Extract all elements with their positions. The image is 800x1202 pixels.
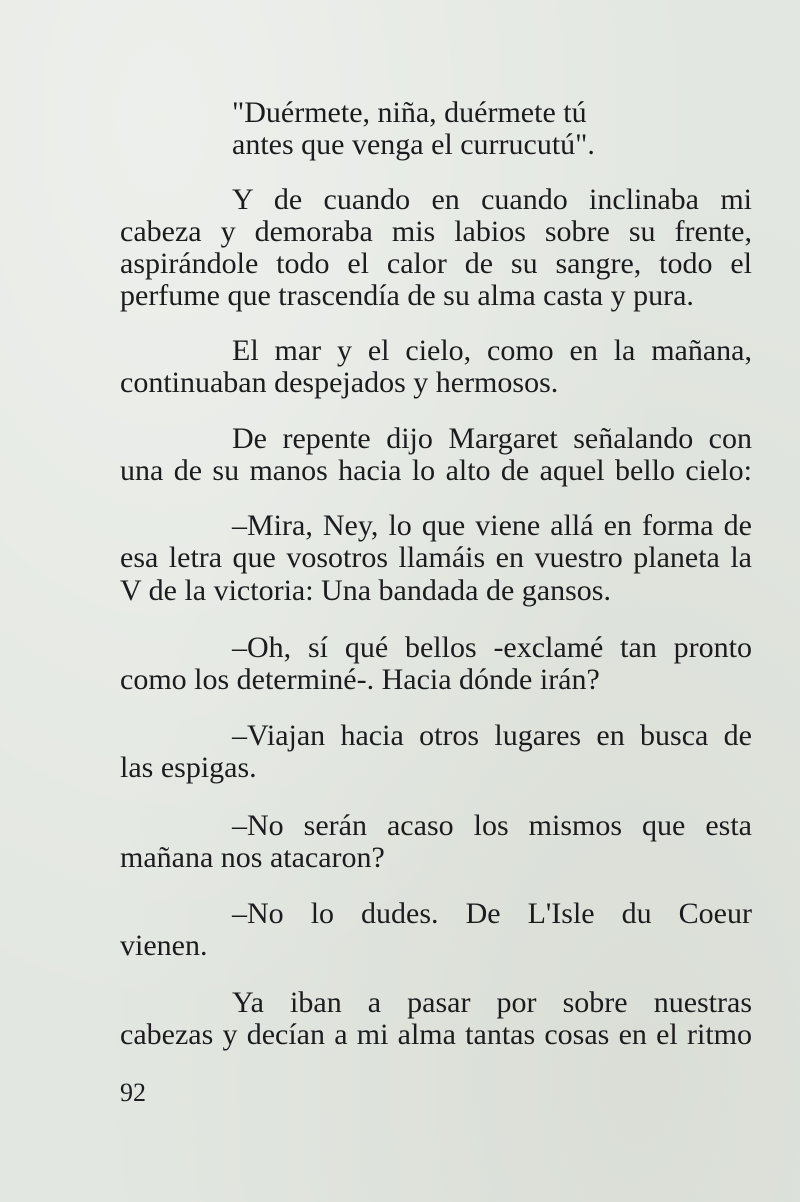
paragraph-line: mañana nos atacaron?: [120, 841, 385, 874]
paragraph-line: De repente dijo Margaret señalando con: [232, 422, 752, 455]
paragraph-line: –Mira, Ney, lo que viene allá en forma de: [232, 509, 752, 542]
verse-line: "Duérmete, niña, duérmete tú: [232, 96, 587, 129]
paragraph-line: Y de cuando en cuando inclinaba mi: [232, 183, 752, 216]
paragraph-line: cabezas y decían a mi alma tantas cosas en el ritmo: [120, 1018, 752, 1051]
paragraph-line: aspirándole todo el calor de su sangre, todo el: [120, 247, 752, 280]
paragraph-line: como los determiné-. Hacia dónde irán?: [120, 663, 600, 696]
paragraph-line: continuaban despejados y hermosos.: [120, 366, 559, 399]
paragraph-line: –No serán acaso los mismos que esta: [232, 809, 752, 842]
paragraph-line: El mar y el cielo, como en la mañana,: [232, 334, 752, 367]
paragraph-line: Ya iban a pasar por sobre nuestras: [232, 986, 752, 1019]
paragraph-line: perfume que trascendía de su alma casta y pura.: [120, 279, 694, 312]
paragraph-line: las espigas.: [120, 751, 257, 784]
paragraph-line: vienen.: [120, 929, 208, 962]
paragraph-line: cabeza y demoraba mis labios sobre su frente,: [120, 215, 752, 248]
page-number: 92: [120, 1078, 146, 1107]
paragraph-line: –Viajan hacia otros lugares en busca de: [232, 719, 752, 752]
paragraph-line: –Oh, sí qué bellos -exclamé tan pronto: [232, 631, 752, 664]
paragraph-line: V de la victoria: Una bandada de gansos.: [120, 574, 611, 607]
verse-line: antes que venga el currucutú".: [232, 128, 595, 161]
paragraph-line: –No lo dudes. De L'Isle du Coeur: [232, 897, 752, 930]
paragraph-line: una de su manos hacia lo alto de aquel bello cielo:: [120, 454, 752, 487]
paragraph-line: esa letra que vosotros llamáis en vuestro planeta la: [120, 541, 752, 574]
